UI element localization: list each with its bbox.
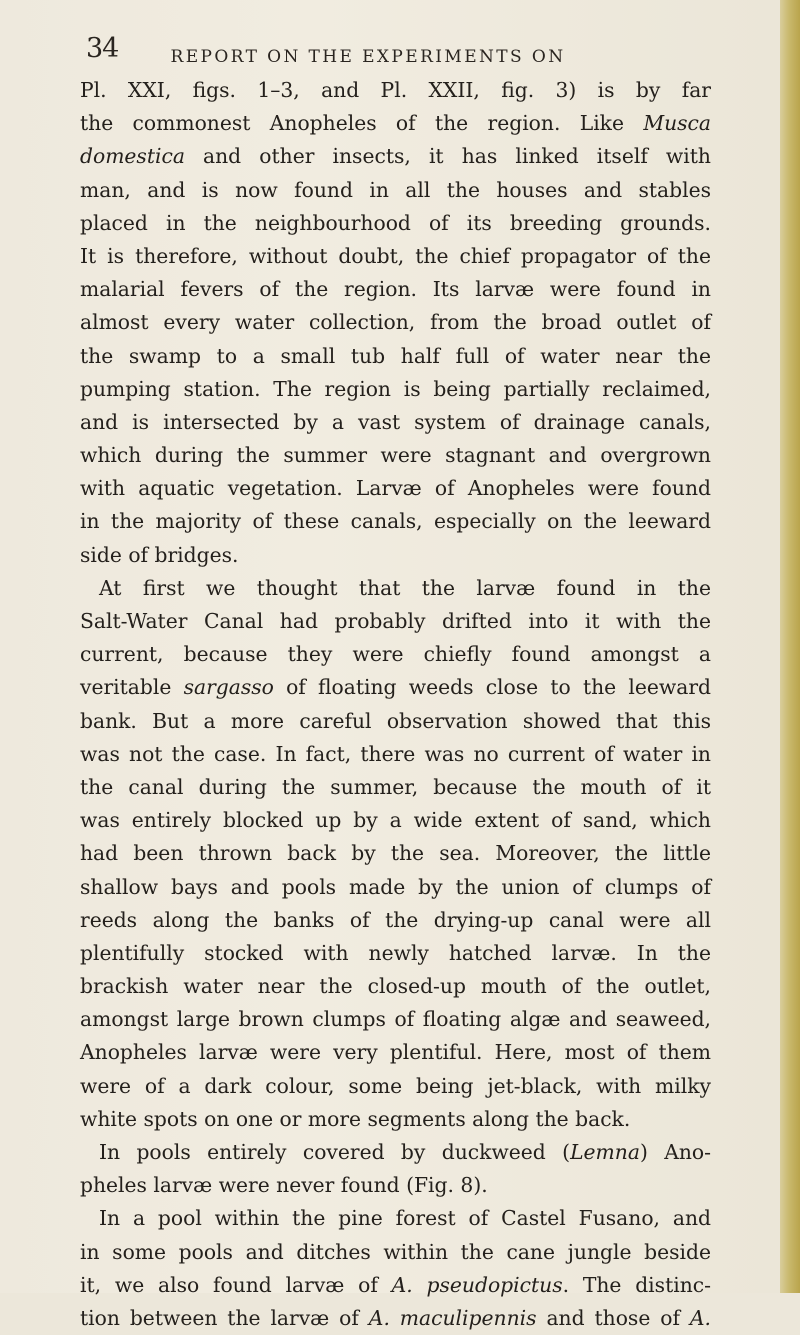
text-line: the canal during the summer, because the mouth of it xyxy=(80,774,711,799)
text-line: pumping station. The region is being partially reclaimed, xyxy=(80,376,711,401)
text-line: Salt-Water Canal had probably drifted into it with the xyxy=(80,609,711,633)
text-line: domestica and other insects, it has linked itself with xyxy=(80,144,711,169)
text-line: current, because they were chiefly found amongst a xyxy=(80,642,711,667)
text-line: and is intersected by a vast system of drainage canals, xyxy=(80,409,711,434)
text-line: malarial fevers of the region. Its larvæ were found in xyxy=(80,277,711,302)
text-line: was entirely blocked up by a wide extent of sand, which xyxy=(80,808,711,833)
body-text xyxy=(80,74,711,1335)
text-line: plentifully stocked with newly hatched larvæ. In the xyxy=(80,940,711,965)
text-line: almost every water collection, from the broad outlet of xyxy=(80,310,711,335)
text-line: reeds along the banks of the drying-up canal were all xyxy=(80,907,711,932)
text-line: In pools entirely covered by duckweed (Lemna) Ano- xyxy=(99,1140,711,1164)
text-line: the commonest Anopheles of the region. Like Musca xyxy=(80,111,711,136)
running-head: REPORT ON THE EXPERIMENTS ON xyxy=(170,47,566,67)
text-line: which during the summer were stagnant and overgrown xyxy=(80,443,711,468)
text-line: in some pools and ditches within the cane jungle beside xyxy=(80,1239,711,1264)
text-line: bank. But a more careful observation showed that this xyxy=(80,708,711,733)
text-line: In a pool within the pine forest of Castel Fusano, and xyxy=(99,1206,711,1231)
text-line: brackish water near the closed-up mouth of the outlet, xyxy=(80,974,711,999)
text-line: shallow bays and pools made by the union of clumps of xyxy=(80,874,711,899)
text-line: were of a dark colour, some being jet-black, with milky xyxy=(80,1073,711,1098)
text-line: was not the case. In fact, there was no current of water in xyxy=(80,741,711,766)
page-edge xyxy=(780,0,800,1293)
text-line: with aquatic vegetation. Larvæ of Anopheles were found xyxy=(80,476,711,501)
text-line: Pl. XXI, figs. 1–3, and Pl. XXII, fig. 3) is by far xyxy=(80,78,711,102)
text-line: veritable sargasso of floating weeds close to the leeward xyxy=(80,675,711,700)
page-number: 34 xyxy=(86,33,119,64)
text-line: it, we also found larvæ of A. pseudopictus. The distinc- xyxy=(80,1272,711,1297)
text-line: man, and is now found in all the houses and stables xyxy=(80,177,711,202)
text-line: pheles larvæ were never found (Fig. 8). xyxy=(80,1173,488,1198)
text-line: the swamp to a small tub half full of water near the xyxy=(80,343,711,368)
text-line: side of bridges. xyxy=(80,542,239,567)
text-line: Anopheles larvæ were very plentiful. Here, most of them xyxy=(80,1040,711,1065)
text-line: white spots on one or more segments along the back. xyxy=(80,1106,631,1131)
text-line: tion between the larvæ of A. maculipennis and those of A. xyxy=(80,1305,711,1330)
text-line: in the majority of these canals, especially on the leeward xyxy=(80,509,711,534)
text-line: had been thrown back by the sea. Moreover, the little xyxy=(80,841,711,866)
text-line: placed in the neighbourhood of its breeding grounds. xyxy=(80,210,711,235)
text-line: It is therefore, without doubt, the chief propagator of the xyxy=(80,243,711,268)
text-line: amongst large brown clumps of floating algæ and seaweed, xyxy=(80,1007,711,1032)
text-line: At first we thought that the larvæ found in the xyxy=(99,575,711,600)
